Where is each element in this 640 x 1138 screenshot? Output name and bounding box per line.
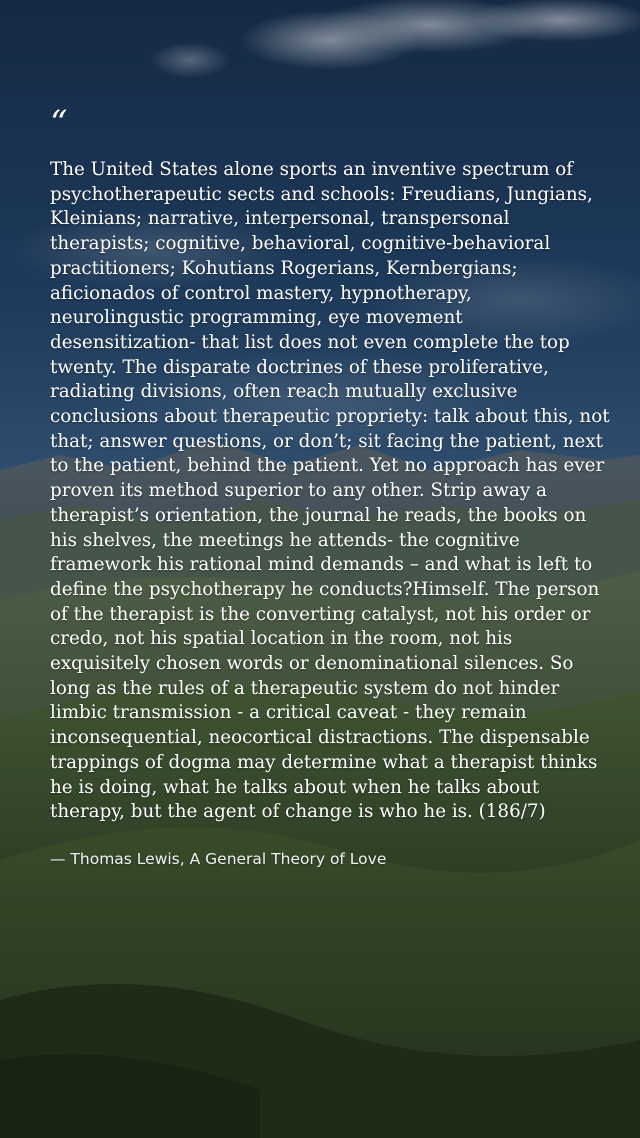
quote-text: The United States alone sports an inventive spectrum of psychotherapeutic sects and schools: Freudians, Jungians, Kleinians; narrative, interpersonal, transpersonal therapists; cognitive, behavioral, cognitive-behavioral practitioners; Kohutians Rogerians, Kernbergians; aficionados of control mastery, hypnotherapy, neurolingustic programming, eye movement desensitization- that list does not even complete the top twenty. The disparate doctrines of these proliferative, radiating divisions, often reach mutually exclusive conclusions about therapeutic propriety: talk about this, not that; answer questions, or don’t; sit facing the patient, next to the patient, behind the patient. Yet no approach has ever proven its method superior to any other. Strip away a therapist’s orientation, the journal he reads, the books on his shelves, the meetings he attends- the cognitive framework his rational mind demands – and what is left to define the psychotherapy he conducts?Himself. The person of the therapist is the converting catalyst, not his order or credo, not his spatial location in the room, not his exquisitely chosen words or denominational silences. So long as the rules of a therapeutic system do not hinder limbic transmission - a critical caveat - they remain inconsequential, neocortical distractions. The dispensable trappings of dogma may determine what a therapist thinks he is doing, what he talks about when he talks about therapy, but the agent of change is who he is. (186/7) bbox=[50, 159, 610, 823]
quote-card bbox=[50, 103, 610, 869]
quote-mark-icon: “ bbox=[50, 103, 68, 143]
quote-attribution: — Thomas Lewis, A General Theory of Love bbox=[50, 849, 387, 868]
